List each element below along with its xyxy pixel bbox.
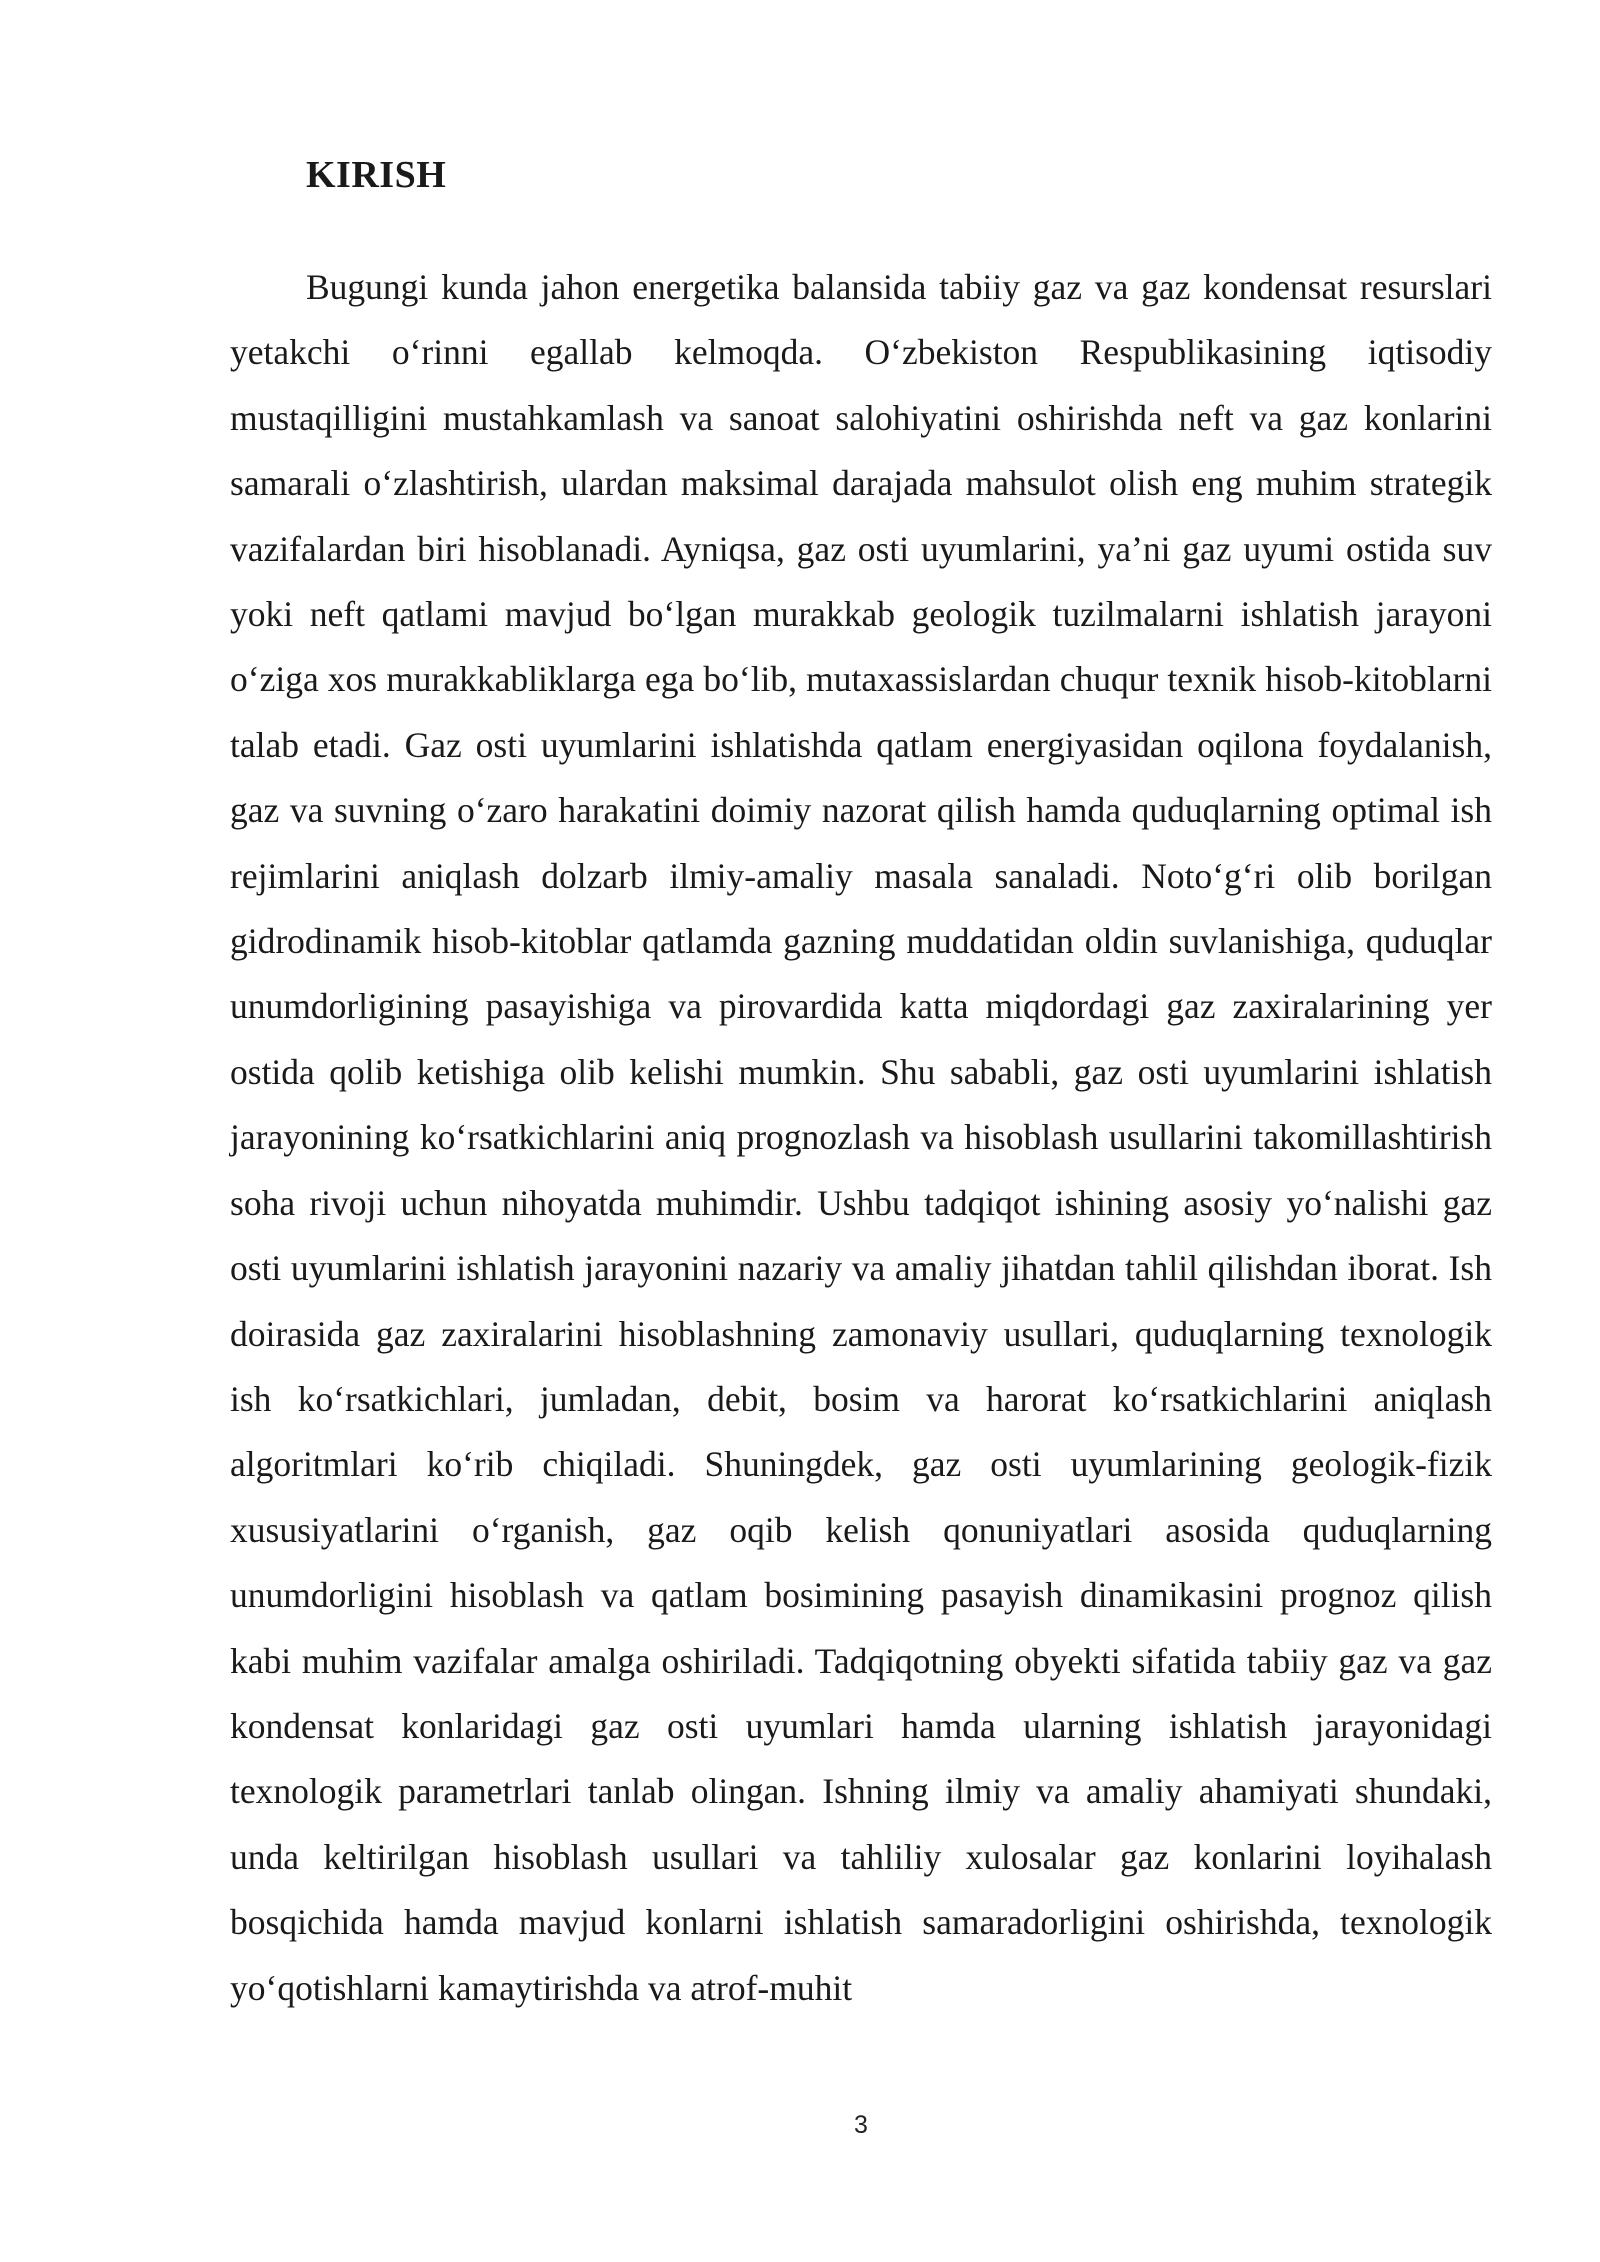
section-heading: KIRISH [306, 154, 447, 196]
page-number: 3 [854, 2111, 868, 2139]
body-paragraph: Bugungi kunda jahon energetika balansida tabiiy gaz va gaz kondensat resurslari yetakchi o‘rinni egallab kelmoqda. O‘zbekiston Respublikasining iqtisodiy mustaqilligini mustahkamlash va sanoat salohiyatini oshirishda neft va gaz konlarini samarali o‘zlashtirish, ulardan maksimal darajada mahsulot olish eng muhim strategik vazifalardan biri hisoblanadi. Ayniqsa, gaz osti uyumlarini, ya’ni gaz uyumi ostida suv yoki neft qatlami mavjud bo‘lgan murakkab geologik tuzilmalarni ishlatish jarayoni o‘ziga xos murakkabliklarga ega bo‘lib, mutaxassislardan chuqur texnik hisob-kitoblarni talab etadi. Gaz osti uyumlarini ishlatishda qatlam energiyasidan oqilona foydalanish, gaz va suvning o‘zaro harakatini doimiy nazorat qilish hamda quduqlarning optimal ish rejimlarini aniqlash dolzarb ilmiy-amaliy masala sanaladi. Noto‘g‘ri olib borilgan gidrodinamik hisob-kitoblar qatlamda gazning muddatidan oldin suvlanishiga, quduqlar unumdorligining pasayishiga va pirovardida katta miqdordagi gaz zaxiralarining yer ostida qolib ketishiga olib kelishi mumkin. Shu sababli, gaz osti uyumlarini ishlatish jarayonining ko‘rsatkichlarini aniq prognozlash va hisoblash usullarini takomillashtirish soha rivoji uchun nihoyatda muhimdir. Ushbu tadqiqot ishining asosiy yo‘nalishi gaz osti uyumlarini ishlatish jarayonini nazariy va amaliy jihatdan tahlil qilishdan iborat. Ish doirasida gaz zaxiralarini hisoblashning zamonaviy usullari, quduqlarning texnologik ish ko‘rsatkichlari, jumladan, debit, bosim va harorat ko‘rsatkichlarini aniqlash algoritmlari ko‘rib chiqiladi. Shuningdek, gaz osti uyumlarining geologik-fizik xususiyatlarini o‘rganish, gaz oqib kelish qonuniyatlari asosida quduqlarning unumdorligini hisoblash va qatlam bosimining pasayish dinamikasini prognoz qilish kabi muhim vazifalar amalga oshiriladi. Tadqiqotning obyekti sifatida tabiiy gaz va gaz kondensat konlaridagi gaz osti uyumlari hamda ularning ishlatish jarayonidagi texnologik parametrlari tanlab olingan. Ishning ilmiy va amaliy ahamiyati shundaki, unda keltirilgan hisoblash usullari va tahliliy xulosalar gaz konlarini loyihalash bosqichida hamda mavjud konlarni ishlatish samaradorligini oshirishda, texnologik yo‘qotishlarni kamaytirishda va atrof-muhit [230, 267, 1492, 2008]
